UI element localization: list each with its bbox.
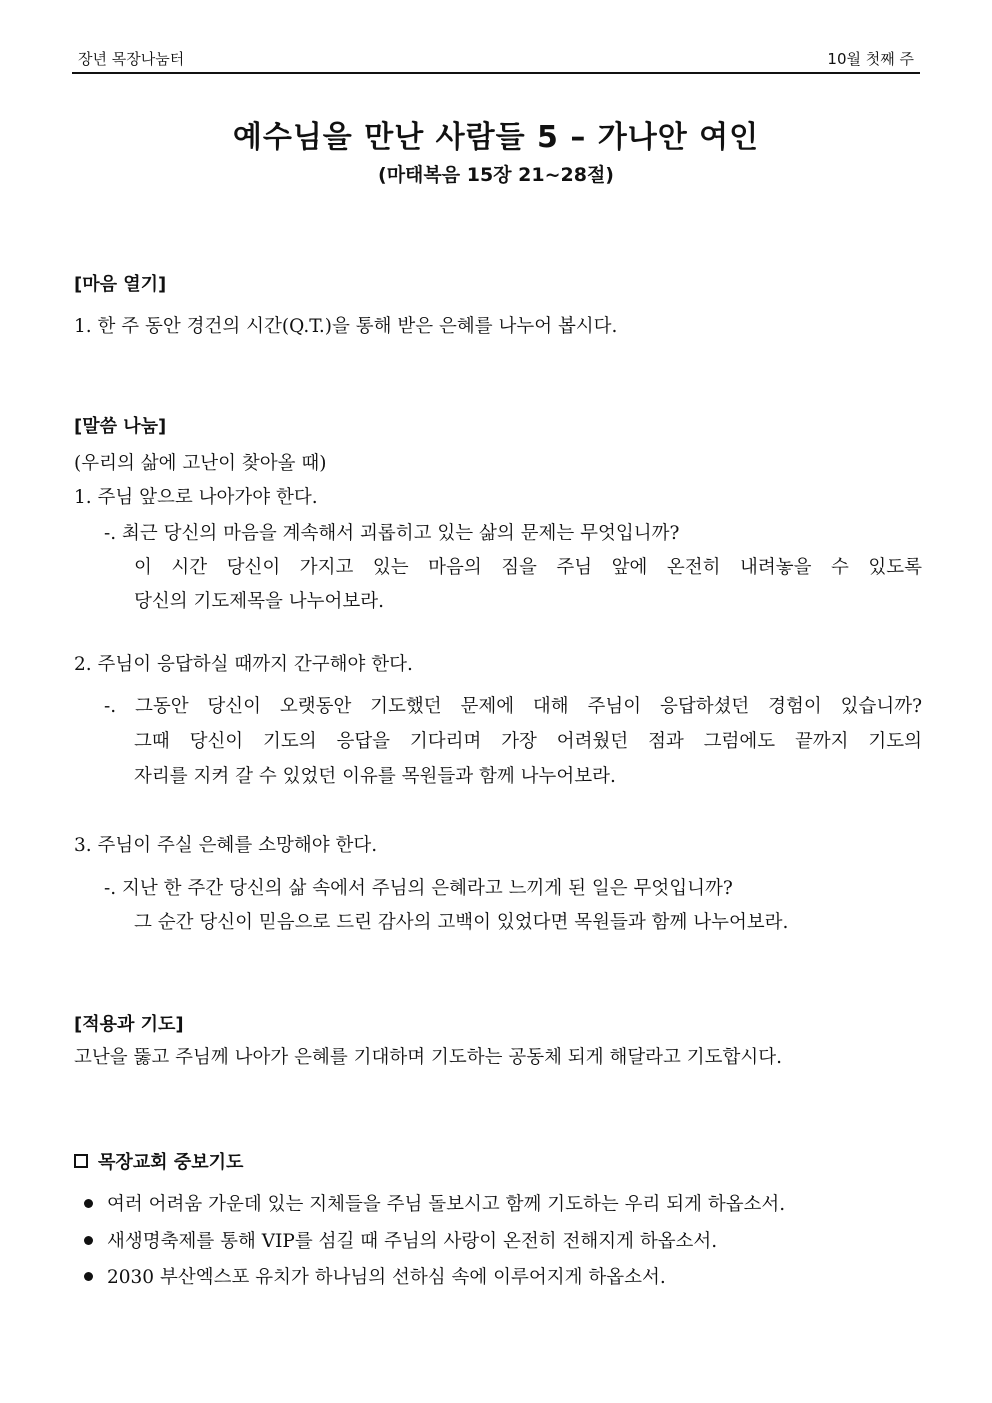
prayer-item-text: 여러 어려움 가운데 있는 지체들을 주님 돌보시고 함께 기도하는 우리 되게 하옵소서. [107,1194,786,1215]
page-header [72,44,920,74]
prayer-item-2 [84,1227,717,1253]
checkbox-square-icon [74,1154,88,1168]
prayer-item-text: 2030 부산엑스포 유치가 하나님의 선하심 속에 이루어지게 하옵소서. [107,1267,666,1288]
point-2-question: -. 그동안 당신이 오랫동안 기도했던 문제에 대해 주님이 응답하셨던 경험이 있습니까? [104,696,922,717]
prayer-item-text: 새생명축제를 통해 VIP를 섬길 때 주님의 사랑이 온전히 전해지게 하옵소서. [107,1231,718,1252]
point-1-question-end: 당신의 기도제목을 나누어보라. [134,591,384,612]
word-sharing-intro: (우리의 삶에 고난이 찾아올 때) [74,453,327,474]
open-heart-item-1: 1. 한 주 동안 경건의 시간(Q.T.)을 통해 받은 은혜를 나누어 봅시다. [74,316,618,337]
point-3-title: 3. 주님이 주실 은혜를 소망해야 한다. [74,835,378,856]
section-application-heading: [적용과 기도] [74,1014,184,1035]
section-word-sharing-heading: [말씀 나눔] [74,416,167,437]
section-open-heart-heading: [마음 열기] [74,274,167,295]
intercessory-prayer-title: 목장교회 중보기도 [98,1152,244,1173]
point-3-question-cont: 그 순간 당신이 믿음으로 드린 감사의 고백이 있었다면 목원들과 함께 나누어보라. [134,912,789,933]
point-1-title: 1. 주님 앞으로 나아가야 한다. [74,487,318,508]
intercessory-prayer-heading [74,1148,243,1174]
application-prayer-text: 고난을 뚫고 주님께 나아가 은혜를 기대하며 기도하는 공동체 되게 해달라고 기도합시다. [74,1047,783,1068]
bullet-icon [84,1272,93,1281]
header-group-name: 장년 목장나눔터 [78,50,185,68]
scripture-reference: (마태복음 15장 21~28절) [378,164,614,186]
point-2-question-end: 자리를 지켜 갈 수 있었던 이유를 목원들과 함께 나누어보라. [134,766,616,787]
point-3-question: -. 지난 한 주간 당신의 삶 속에서 주님의 은혜라고 느끼게 된 일은 무엇입니까? [104,878,733,899]
point-1-question-cont: 이 시간 당신이 가지고 있는 마음의 짐을 주님 앞에 온전히 내려놓을 수 있도록 [134,557,922,578]
header-week: 10월 첫째 주 [827,50,914,68]
bullet-icon [84,1199,93,1208]
prayer-item-1 [84,1190,785,1216]
point-2-title: 2. 주님이 응답하실 때까지 간구해야 한다. [74,654,413,675]
document-title: 예수님을 만난 사람들 5 – 가나안 여인 [232,120,760,155]
point-1-question: -. 최근 당신의 마음을 계속해서 괴롭히고 있는 삶의 문제는 무엇입니까? [104,523,680,544]
prayer-item-3 [84,1263,666,1289]
point-2-question-cont: 그때 당신이 기도의 응답을 기다리며 가장 어려웠던 점과 그럼에도 끝까지 기도의 [134,731,922,752]
bullet-icon [84,1236,93,1245]
